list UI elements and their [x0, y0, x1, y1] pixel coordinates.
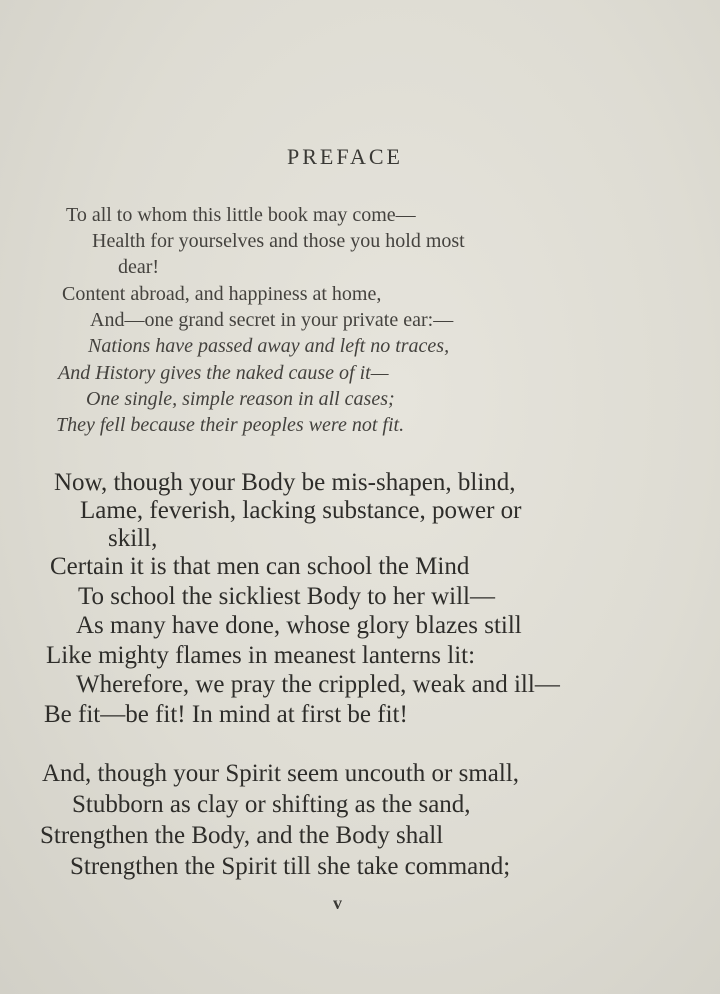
stanza3-line-4: Strengthen the Spirit till she take command;	[70, 853, 511, 880]
stanza1-line-1: To all to whom this little book may come—	[66, 204, 416, 226]
stanza2-line-3: skill,	[108, 525, 158, 552]
stanza1-line-4: Content abroad, and happiness at home,	[62, 283, 382, 305]
stanza1-line-9: They fell because their peoples were not fit.	[56, 414, 405, 436]
stanza2-line-4: Certain it is that men can school the Mind	[50, 553, 470, 580]
stanza2-line-8: Wherefore, we pray the crippled, weak and ill—	[76, 671, 560, 698]
page-title: PREFACE	[287, 144, 403, 169]
stanza2-line-7: Like mighty flames in meanest lanterns lit:	[46, 642, 476, 669]
stanza3-line-1: And, though your Spirit seem uncouth or small,	[42, 760, 520, 787]
stanza2-line-1: Now, though your Body be mis-shapen, blind,	[54, 469, 516, 496]
stanza3-line-2: Stubborn as clay or shifting as the sand,	[72, 791, 471, 818]
stanza1-line-2: Health for yourselves and those you hold most	[92, 230, 465, 252]
stanza2-line-6: As many have done, whose glory blazes still	[76, 612, 522, 639]
stanza3-line-3: Strengthen the Body, and the Body shall	[40, 822, 444, 849]
stanza1-line-3: dear!	[118, 256, 160, 278]
stanza1-line-5: And—one grand secret in your private ear:—	[90, 309, 454, 331]
stanza1-line-8: One single, simple reason in all cases;	[86, 388, 395, 410]
stanza2-line-5: To school the sickliest Body to her will—	[78, 583, 495, 610]
stanza2-line-9: Be fit—be fit! In mind at first be fit!	[44, 701, 408, 728]
stanza2-line-2: Lame, feverish, lacking substance, power or	[80, 497, 522, 524]
page-number: v	[333, 893, 342, 913]
stanza1-line-7: And History gives the naked cause of it—	[58, 362, 389, 384]
stanza1-line-6: Nations have passed away and left no traces,	[88, 335, 450, 357]
